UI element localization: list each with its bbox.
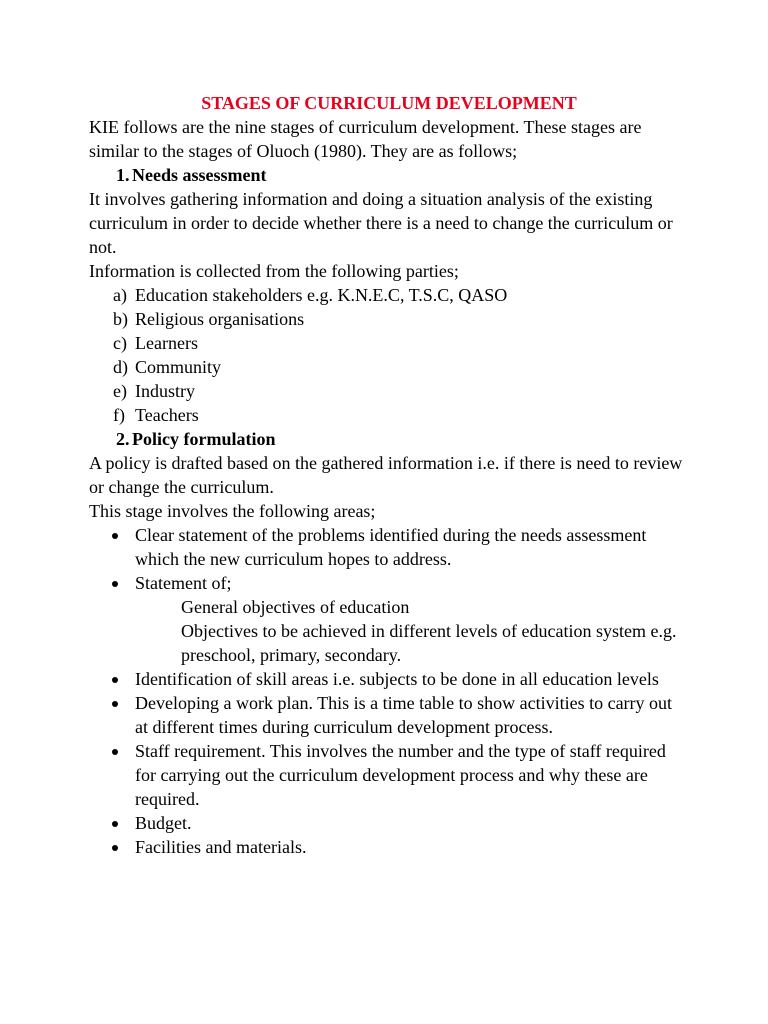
stage-1-title: Needs assessment (132, 165, 267, 185)
bullet-icon (112, 701, 118, 707)
sub-item: General objectives of education (181, 597, 410, 617)
areas-intro: This stage involves the following areas; (89, 501, 376, 521)
party-item (89, 403, 689, 427)
party-letter: b) (113, 309, 128, 329)
bullet-text: Budget. (135, 813, 192, 833)
bullet-text: Developing a work plan. This is a time table to show activities to carry out at different times during curriculum development process. (135, 693, 673, 737)
party-item (89, 355, 689, 379)
party-text: Learners (135, 333, 198, 353)
bullet-icon (112, 845, 118, 851)
bullet-text: Staff requirement. This involves the number and the type of staff required for carrying out the curriculum development process and why these are required. (135, 741, 666, 809)
party-text: Teachers (135, 405, 199, 425)
bullet-item (89, 667, 689, 691)
party-letter: e) (113, 381, 127, 401)
bullet-text: Clear statement of the problems identified during the needs assessment which the new curriculum hopes to address. (135, 525, 647, 569)
bullet-icon (112, 749, 118, 755)
document-page (89, 91, 689, 859)
stage-2-number: 2. (116, 429, 130, 449)
party-item (89, 331, 689, 355)
stage-1-heading (89, 163, 689, 187)
bullet-text: Statement of; (135, 573, 232, 593)
bullet-icon (112, 533, 118, 539)
stage-1-number: 1. (116, 165, 130, 185)
party-item (89, 283, 689, 307)
bullet-icon (112, 821, 118, 827)
parties-intro: Information is collected from the following parties; (89, 261, 459, 281)
party-item (89, 379, 689, 403)
document-title: STAGES OF CURRICULUM DEVELOPMENT (201, 93, 577, 113)
party-text: Industry (135, 381, 195, 401)
bullet-item (89, 571, 689, 595)
bullet-item (89, 811, 689, 835)
party-text: Religious organisations (135, 309, 305, 329)
bullet-item (89, 691, 689, 739)
sub-item: Objectives to be achieved in different levels of education system e.g. preschool, primary, secondary. (181, 621, 677, 665)
party-letter: f) (113, 405, 125, 425)
stage-1-body: It involves gathering information and doing a situation analysis of the existing curriculum in order to decide whether there is a need to change the curriculum or not. (89, 189, 673, 257)
party-letter: a) (113, 285, 127, 305)
bullet-text: Identification of skill areas i.e. subjects to be done in all education levels (135, 669, 659, 689)
stage-2-heading (89, 427, 689, 451)
intro-paragraph: KIE follows are the nine stages of curriculum development. These stages are similar to the stages of Oluoch (1980). They are as follows; (89, 117, 642, 161)
bullet-item (89, 739, 689, 811)
bullet-item (89, 835, 689, 859)
stage-2-title: Policy formulation (132, 429, 276, 449)
bullet-item (89, 523, 689, 571)
bullet-text: Facilities and materials. (135, 837, 307, 857)
party-text: Education stakeholders e.g. K.N.E.C, T.S.C, QASO (135, 285, 508, 305)
bullet-icon (112, 581, 118, 587)
party-letter: d) (113, 357, 128, 377)
party-letter: c) (113, 333, 127, 353)
party-item (89, 307, 689, 331)
stage-2-body: A policy is drafted based on the gathered information i.e. if there is need to review or change the curriculum. (89, 453, 683, 497)
party-text: Community (135, 357, 222, 377)
bullet-icon (112, 677, 118, 683)
